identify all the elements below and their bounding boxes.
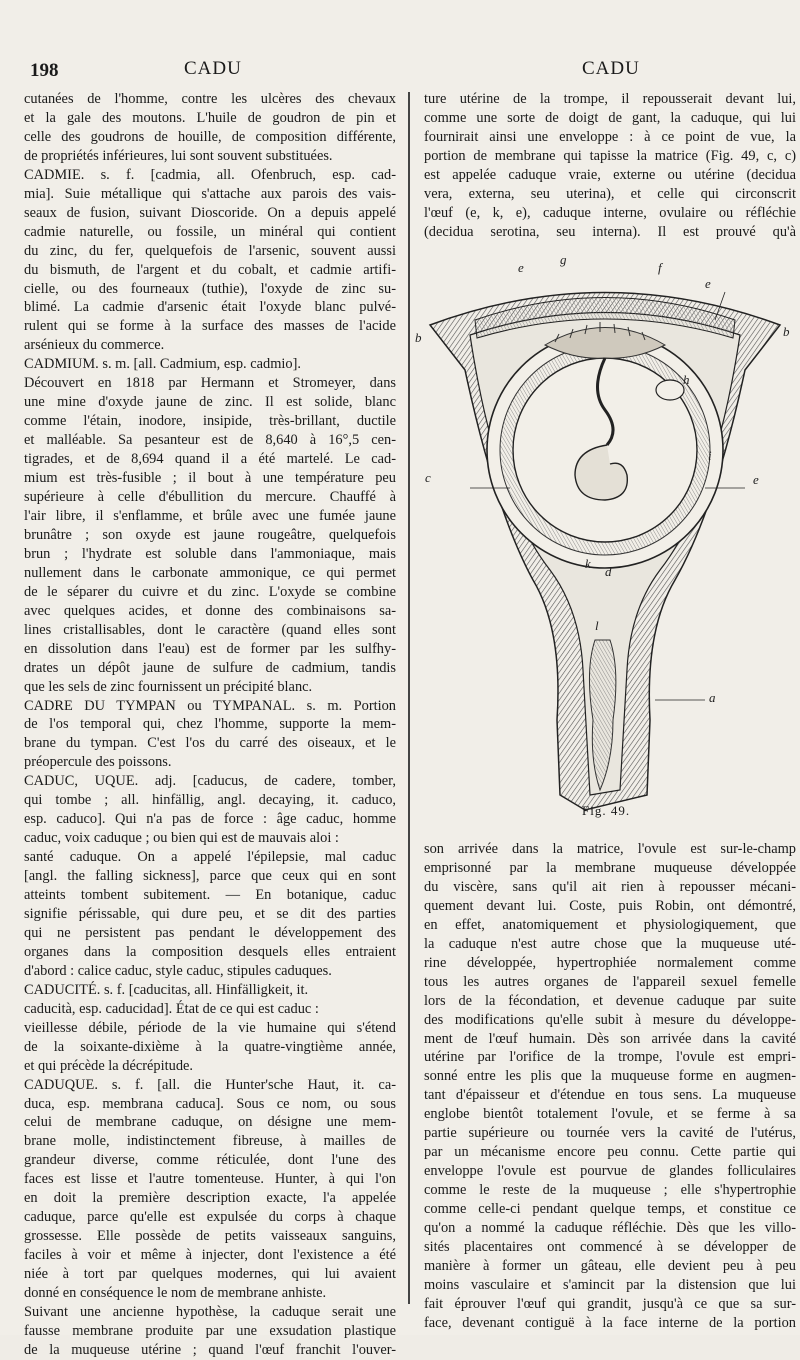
text-line: qui tombe ; all. hinfällig, angl. decaying, it. caduco, bbox=[24, 792, 396, 809]
text-line: fait éprouver l'œuf qui grandit, jusqu'à ce que sa sur- bbox=[424, 1295, 796, 1312]
text-line: des modifications qu'elle subit à mesure du développe- bbox=[424, 1011, 796, 1028]
text-line: seaux de fusion, suivant Dioscoride. On a depuis appelé bbox=[24, 204, 396, 221]
text-line: l'œuf (e, k, e), caduque interne, ovulaire ou réfléchie bbox=[424, 204, 796, 221]
text-line: [angl. the falling sickness], parce que ceux qui en sont bbox=[24, 868, 396, 885]
text-line: du zinc, du fer, quelquefois de l'arsenic, souvent aussi bbox=[24, 242, 396, 259]
figure-label: i bbox=[708, 448, 712, 463]
text-line: son arrivée dans la matrice, l'ovule est sur-le-champ bbox=[424, 841, 796, 857]
column-divider bbox=[408, 92, 410, 1304]
text-line: sonné entre les plis que la muqueuse forme en augmen- bbox=[424, 1068, 796, 1085]
text-line: CADUCITÉ. s. f. [caducitas, all. Hinfälligkeit, it. bbox=[24, 981, 309, 998]
page-number: 198 bbox=[30, 60, 59, 81]
text-line: et la gale des moutons. L'huile de goudron de pin et bbox=[24, 109, 396, 126]
text-line: de propriétés inférieures, lui sont souvent substituées. bbox=[24, 147, 333, 164]
text-line: donné en conséquence le nom de membrane anhiste. bbox=[24, 1285, 327, 1302]
figure-label: k bbox=[585, 556, 591, 571]
figure-caption: Fig. 49. bbox=[582, 803, 631, 818]
figure-label: a bbox=[709, 690, 716, 705]
running-head-right: CADU bbox=[582, 58, 640, 79]
text-line: l'air libre, il s'enflamme, et brûle avec une fumée jaune bbox=[24, 507, 396, 524]
text-line: celle des goudrons de houille, de composition différente, bbox=[24, 128, 396, 145]
text-line: supérieure à celle d'ébullition du mercure. Chauffé à bbox=[24, 489, 396, 506]
text-line: brane molle, indistinctement fibreuse, à mailles de bbox=[24, 1133, 396, 1150]
text-line: brun ; l'hydrate est soluble dans l'ammoniaque, mais bbox=[24, 545, 396, 562]
text-line: comme l'étain, inodore, insipide, très-brillant, ductile bbox=[24, 413, 396, 430]
text-line: CADUQUE. s. f. [all. die Hunter'sche Haut, it. ca- bbox=[24, 1076, 396, 1093]
text-line: en dissolution dans l'eau) est de former par les sulfhy- bbox=[24, 640, 396, 657]
text-line: rine développée, hypertrophiée normalement comme bbox=[424, 954, 796, 971]
text-line: CADMIUM. s. m. [all. Cadmium, esp. cadmio]. bbox=[24, 356, 301, 373]
text-line: organes dans la composition desquels elles entraient bbox=[24, 943, 396, 960]
text-line: (decidua serotina, seu interna). Il est prouvé qu'à bbox=[424, 223, 796, 240]
text-line: cutanées de l'homme, contre les ulcères des chevaux bbox=[24, 91, 396, 107]
text-line: portion de membrane qui tapisse la matrice (Fig. 49, c, c) bbox=[424, 147, 796, 164]
text-line: grossesse. Elle possède de petits vaisseaux sanguins, bbox=[24, 1228, 396, 1245]
text-line: CADUC, UQUE. adj. [caducus, de cadere, tomber, bbox=[24, 773, 396, 790]
figure-label: e bbox=[705, 276, 711, 291]
text-line: rulent qui se forme à la surface des masses de l'acide bbox=[24, 318, 396, 335]
text-line: comme celle-ci pendant quelque temps, et constitue ce bbox=[424, 1201, 796, 1218]
text-line: une mine d'oxyde jaune de zinc. Il est solide, blanc bbox=[24, 394, 396, 411]
text-line: qui ne persistent pas pendant le développement des bbox=[24, 924, 396, 941]
text-line: lines cristallisables, dont le caractère (quand elles sont bbox=[24, 621, 396, 638]
text-line: lors de la fécondation, et devenue caduque par suite bbox=[424, 992, 796, 1009]
figure-label: b bbox=[783, 324, 790, 339]
text-line: utérine par l'orifice de la trompe, l'ovule est empri- bbox=[424, 1049, 796, 1066]
text-line: esp. caduco]. Qui n'a pas de force : âge caduc, homme bbox=[24, 811, 396, 828]
text-line: du bismuth, de l'argent et du cobalt, et cadmie artifi- bbox=[24, 261, 396, 278]
text-line: comme le reste de la muqueuse ; elle s'hypertrophie bbox=[424, 1182, 796, 1199]
text-line: de le séparer du cuivre et du zinc. L'oxyde se combine bbox=[24, 583, 396, 600]
figure-label: g bbox=[560, 252, 567, 267]
text-line: tous les autres organes de l'appareil sexuel femelle bbox=[424, 973, 796, 990]
text-line: CADRE DU TYMPAN ou TYMPANAL. s. m. Portion bbox=[24, 697, 396, 714]
figure-label: h bbox=[683, 372, 690, 387]
text-line: atteints tombent subitement. — En botanique, caduc bbox=[24, 887, 396, 904]
text-line: Découvert en 1818 par Hermann et Stromeyer, dans bbox=[24, 375, 396, 392]
text-line: cadmie naturelle, ou fossile, un minéral qui contient bbox=[24, 223, 396, 240]
figure-49-uterus-illustration bbox=[415, 250, 795, 822]
text-line: face, devenant contiguë à la face interne de la portion bbox=[424, 1314, 796, 1331]
text-line: arsénieux du commerce. bbox=[24, 337, 165, 354]
text-line: brunâtre ; son oxyde est jaune rougeâtre, quelquefois bbox=[24, 526, 396, 543]
text-line: emprisonné par la membrane muqueuse développée bbox=[424, 859, 796, 876]
text-line: cielle, ou des fourneaux (tuthie), l'oxyde de zinc su- bbox=[24, 280, 396, 297]
text-line: mium est très-fusible ; il bout à une température peu bbox=[24, 470, 396, 487]
text-line: est appelée caduque vraie, externe ou utérine (decidua bbox=[424, 166, 796, 183]
figure-label: e bbox=[753, 472, 759, 487]
text-line: ture utérine de la trompe, il repousserait devant lui, bbox=[424, 91, 796, 107]
umbilical-vesicle bbox=[656, 380, 684, 400]
text-line: qu'on a nommé la caduque réfléchie. Dès que les villo- bbox=[424, 1220, 796, 1237]
text-line: en doit la première description exacte, l'a appelée bbox=[24, 1190, 396, 1207]
text-line: du viscère, sans qu'il ait rien à repousser mécani- bbox=[424, 878, 796, 895]
text-line: blimé. La cadmie d'arsenic était l'oxyde blanc pulvé- bbox=[24, 299, 396, 316]
text-line: avec quelques acides, et donne des combinaisons sa- bbox=[24, 602, 396, 619]
text-line: duca, esp. membrana caduca]. Sous ce nom, ou sous bbox=[24, 1095, 396, 1112]
text-line: en effet, anatomiquement et physiologiquement, que bbox=[424, 916, 796, 933]
running-head-left: CADU bbox=[184, 58, 242, 79]
text-line: celui de membrane caduque, on désigne une mem- bbox=[24, 1114, 396, 1131]
right-column-bottom bbox=[424, 840, 796, 1333]
text-line: englobe bientôt totalement l'ovule, et se ferme à sa bbox=[424, 1106, 796, 1123]
text-line: brane du tympan. C'est l'os du carré des oiseaux, et le bbox=[24, 735, 396, 752]
text-line: fournirait ainsi une enveloppe : à ce point de vue, la bbox=[424, 128, 796, 145]
text-line: moins vasculaire et s'amincit par la distension que lui bbox=[424, 1276, 796, 1293]
text-line: par un mécanisme encore peu connu. Cette partie qui bbox=[424, 1144, 796, 1161]
text-line: fausse membrane produite par une exsudation plastique bbox=[24, 1322, 396, 1339]
text-line: manière à former un gâteau, elle devient peu à peu bbox=[424, 1257, 796, 1274]
figure-label: d bbox=[605, 564, 612, 579]
text-line: CADMIE. s. f. [cadmia, all. Ofenbruch, esp. cad- bbox=[24, 166, 396, 183]
text-line: faciles à voir et même à injecter, dont l'existence a été bbox=[24, 1247, 396, 1264]
figure-label: e bbox=[518, 260, 524, 275]
text-line: Suivant une ancienne hypothèse, la caduque serait une bbox=[24, 1304, 396, 1320]
text-line: grandeur diverse, comme réticulée, dont l'une des bbox=[24, 1152, 396, 1169]
uterus-diagram bbox=[415, 250, 795, 822]
text-line: nullement dans le carbonate ammonique, ce qui permet bbox=[24, 564, 396, 581]
text-line: caducità, esp. caducidad]. État de ce qui est caduc : bbox=[24, 1000, 319, 1017]
text-line: que les sels de zinc fournissent un précipité blanc. bbox=[24, 678, 313, 695]
text-line: quement devant lui. Coste, puis Robin, ont démontré, bbox=[424, 897, 796, 914]
text-line: sités placentaires ont commencé à se développer de bbox=[424, 1239, 796, 1256]
text-line: d'abord : calice caduc, style caduc, stipules caduques. bbox=[24, 962, 332, 979]
text-line: mia]. Suie métallique qui s'attache aux parois des vais- bbox=[24, 185, 396, 202]
text-line: de la muqueuse utérine ; quand l'œuf franchit l'ouver- bbox=[24, 1341, 396, 1358]
text-line: vera, externa, seu uterina), et celle qui circonscrit bbox=[424, 185, 796, 202]
text-line: faces est lisse et l'autre tomenteuse. Hunter, à qui l'on bbox=[24, 1171, 396, 1188]
figure-label: b bbox=[415, 330, 422, 345]
text-line: santé caduque. On a appelé l'épilepsie, mal caduc bbox=[24, 849, 396, 866]
right-column-top bbox=[424, 90, 796, 242]
text-line: et qui précède la décrépitude. bbox=[24, 1057, 193, 1074]
text-line: préopercule des poissons. bbox=[24, 754, 172, 771]
text-line: ment de l'œuf humain. Dès son arrivée dans la cavité bbox=[424, 1030, 796, 1047]
text-line: caduque, parce qu'elle est expulsée du corps à chaque bbox=[24, 1209, 396, 1226]
left-column bbox=[24, 90, 396, 1360]
text-line: de l'os temporal qui, chez l'homme, supporte la mem- bbox=[24, 716, 396, 733]
text-line: et malléable. Sa pesanteur est de 8,640 à 16°,5 cen- bbox=[24, 432, 396, 449]
figure-label: f bbox=[658, 260, 662, 275]
text-line: comme une sorte de doigt de gant, la caduque, qui lui bbox=[424, 109, 796, 126]
text-line: tigrades, et de 8,694 quand il a été martelé. Le cad- bbox=[24, 451, 396, 468]
text-line: niée à tort par quelques modernes, qui lui avaient bbox=[24, 1266, 396, 1283]
text-line: partie supérieure ou tournée vers la cavité de l'utérus, bbox=[424, 1125, 796, 1142]
figure-label: c bbox=[425, 470, 431, 485]
text-line: signifie périssable, qui dure peu, et se dit des parties bbox=[24, 905, 396, 922]
text-line: caduc, voix caduque ; ou bien qui est de mauvais aloi : bbox=[24, 830, 339, 847]
text-line: drates un dépôt jaune de sulfure de cadmium, tandis bbox=[24, 659, 396, 676]
text-line: vieillesse débile, période de la vie humaine qui s'étend bbox=[24, 1019, 396, 1036]
text-line: la caduque n'est autre chose que la muqueuse uté- bbox=[424, 935, 796, 952]
figure-label: l bbox=[595, 618, 599, 633]
text-line: enveloppe l'ovule est pourvue de glandes folliculaires bbox=[424, 1163, 796, 1180]
text-line: tant d'épaisseur et d'étendue en tous sens. La muqueuse bbox=[424, 1087, 796, 1104]
text-line: de la soixante-dixième à la quatre-vingtième année, bbox=[24, 1038, 396, 1055]
